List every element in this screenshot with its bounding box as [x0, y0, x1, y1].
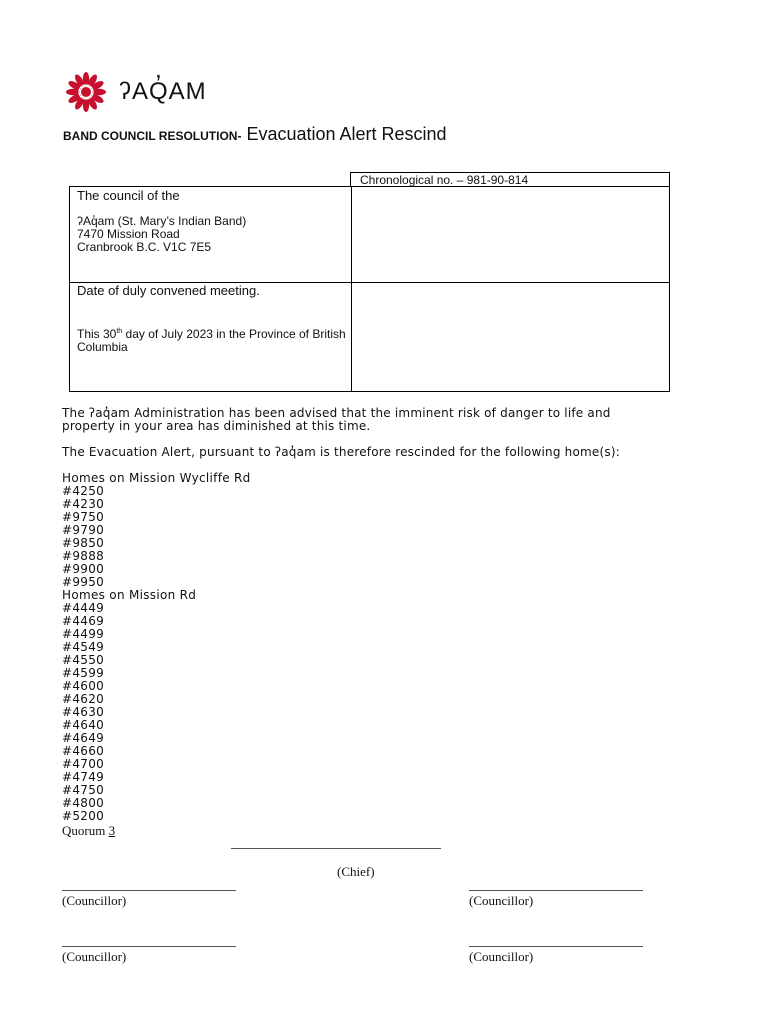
home-number: #9750 — [62, 510, 105, 524]
home-number: #4640 — [62, 718, 105, 732]
flower-logo-icon — [61, 70, 111, 114]
home-number: #4800 — [62, 796, 105, 810]
meeting-date-text — [77, 325, 349, 354]
home-number: #4250 — [62, 484, 105, 498]
home-number: #4230 — [62, 497, 105, 511]
councillor-signature-line — [469, 890, 643, 891]
councillor-signature-line — [469, 946, 643, 947]
home-number: #4700 — [62, 757, 105, 771]
title-lead: BAND COUNCIL RESOLUTION- — [63, 129, 242, 143]
chief-label: (Chief) — [337, 864, 375, 879]
quorum-label: Quorum — [62, 823, 109, 838]
councillor-label: (Councillor) — [469, 949, 534, 964]
councillor-signature-line — [62, 946, 236, 947]
home-number: #4749 — [62, 770, 105, 784]
home-number: #9790 — [62, 523, 105, 537]
home-number: #9900 — [62, 562, 105, 576]
quorum-value: 3 — [108, 823, 116, 838]
paragraph-rescind: The Evacuation Alert, pursuant to ʔaq̓am is therefore rescinded for the following home(s): — [62, 445, 620, 459]
home-number: #4630 — [62, 705, 105, 719]
logo — [61, 70, 207, 114]
chronological-number: Chronological no. – 981-90-814 — [350, 172, 670, 186]
paragraph-advisory: The ʔaq̓am Administration has been advised that the imminent risk of danger to life and property in your area has diminished at this time. — [62, 406, 611, 433]
councillor-label: (Councillor) — [62, 893, 127, 908]
logo-wordmark: ʔAQ̓AM — [119, 78, 207, 105]
councillor-label: (Councillor) — [469, 893, 534, 908]
resolution-table — [69, 186, 670, 392]
councillor-signature-line — [62, 890, 236, 891]
home-number: #4649 — [62, 731, 105, 745]
home-number: #9950 — [62, 575, 105, 589]
councillor-label: (Councillor) — [62, 949, 127, 964]
table-divider-vertical — [351, 187, 352, 391]
address-line: Cranbrook B.C. V1C 7E5 — [77, 240, 212, 254]
home-number: #4469 — [62, 614, 105, 628]
home-number: #5200 — [62, 809, 105, 823]
home-number: #4660 — [62, 744, 105, 758]
meeting-date-pre: This 30 — [77, 327, 117, 341]
meeting-date-sup: th — [116, 328, 123, 335]
address-line: 7470 Mission Road — [77, 227, 180, 241]
home-number: #4599 — [62, 666, 105, 680]
quorum — [62, 823, 115, 839]
council-label: The council of the — [77, 188, 180, 203]
home-number: #4600 — [62, 679, 105, 693]
homes-list — [62, 472, 251, 823]
home-number: #4620 — [62, 692, 105, 706]
home-number: #4549 — [62, 640, 105, 654]
home-number: #4499 — [62, 627, 105, 641]
title-main: Evacuation Alert Rescind — [241, 124, 447, 144]
road-heading: Homes on Mission Rd — [62, 588, 197, 602]
meeting-date-post: day of July 2023 in the Province of British Columbia — [77, 327, 346, 354]
home-number: #4449 — [62, 601, 105, 615]
council-address — [77, 215, 347, 254]
meeting-label: Date of duly convened meeting. — [77, 283, 260, 298]
home-number: #4550 — [62, 653, 105, 667]
chief-signature-line — [231, 848, 441, 849]
home-number: #9850 — [62, 536, 105, 550]
address-line: ʔAq̓am (St. Mary’s Indian Band) — [77, 214, 247, 228]
road-heading: Homes on Mission Wycliffe Rd — [62, 471, 251, 485]
document-title — [63, 124, 447, 145]
home-number: #9888 — [62, 549, 105, 563]
home-number: #4750 — [62, 783, 105, 797]
